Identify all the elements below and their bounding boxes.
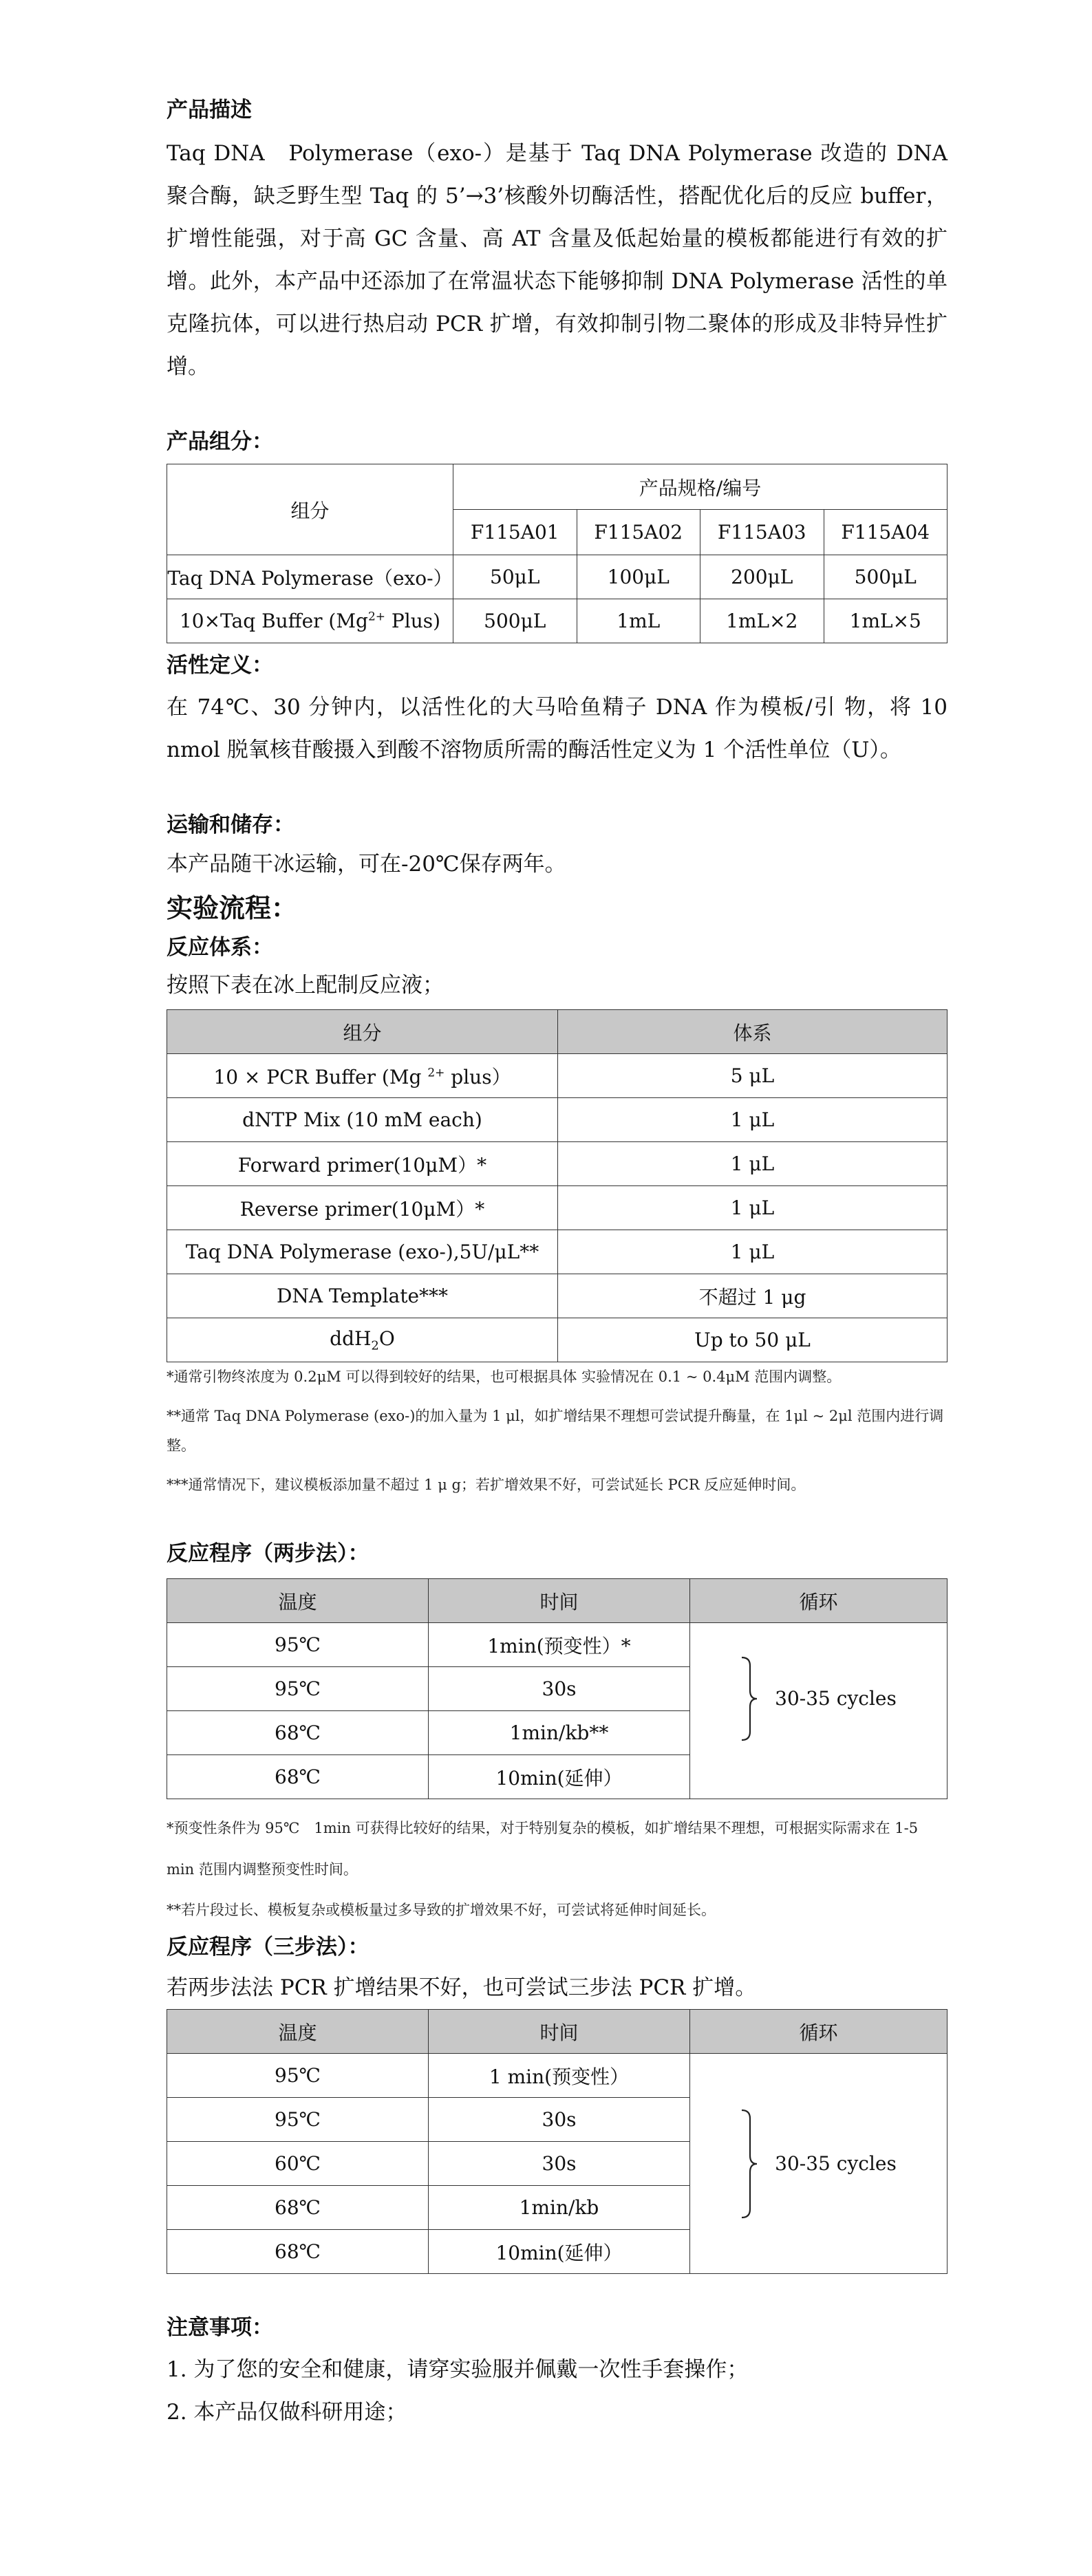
code-cell: F115A01: [453, 510, 577, 555]
storage-paragraph: 本产品随干冰运输，可在-20℃保存两年。: [167, 852, 566, 877]
note-template: ***通常情况下，建议模板添加量不超过 1 μ g；若扩增效果不好，可尝试延长 PCR 反应延伸时间。: [167, 1477, 806, 1493]
brace-icon: [740, 2109, 758, 2219]
protocol-heading: 实验流程：: [167, 892, 298, 923]
document-content: [167, 96, 948, 2434]
code-cell: F115A04: [824, 510, 948, 555]
superscript: 2+: [427, 1066, 445, 1080]
note-extension: **若片段过长、模板复杂或模板量过多导致的扩增效果不好，可尝试将延伸时间延长。: [167, 1902, 716, 1918]
system-component: dNTP Mix (10 mM each): [167, 1098, 558, 1142]
temp-cell: 95℃: [167, 1623, 429, 1667]
three-step-table: [167, 2009, 948, 2274]
component-name: Taq DNA Polymerase（exo-）: [167, 555, 453, 599]
time-cell: 10min(延伸）: [429, 2230, 690, 2274]
cycle-count: 30-35 cycles: [775, 2152, 897, 2175]
code-cell: F115A02: [577, 510, 700, 555]
note-enzyme: **通常 Taq DNA Polymerase (exo-)的加入量为 1 μl，如扩增结果不理想可尝试提升酶量，在 1μl ~ 2μl 范围内进行调整。: [167, 1408, 944, 1454]
system-component: DNA Template***: [167, 1274, 558, 1318]
temp-cell: 60℃: [167, 2142, 429, 2186]
temp-cell: 68℃: [167, 1711, 429, 1755]
cycle-cell: [690, 2054, 948, 2274]
temp-cell: 95℃: [167, 1667, 429, 1711]
precautions-list: [167, 2348, 948, 2434]
component-value: 1mL×5: [824, 599, 948, 643]
reaction-system-heading: 反应体系：: [167, 935, 273, 960]
note-primer: *通常引物终浓度为 0.2μM 可以得到较好的结果，也可根据具体 实验情况在 0.1 ~ 0.4μM 范围内调整。: [167, 1368, 842, 1385]
system-volume: 1 μL: [558, 1186, 948, 1230]
time-cell: 1min/kb: [429, 2186, 690, 2230]
cycle-brace-group: [690, 2109, 947, 2219]
cycle-brace-group: [690, 1656, 947, 1741]
three-step-heading: 反应程序（三步法）：: [167, 1935, 370, 1960]
time-cell: 10min(延伸）: [429, 1755, 690, 1799]
storage-heading: 运输和储存：: [167, 813, 295, 837]
two-step-notes: [167, 1807, 948, 1925]
activity-heading: 活性定义：: [167, 653, 273, 678]
three-step-intro: 若两步法法 PCR 扩增结果不好，也可尝试三步法 PCR 扩增。: [167, 1975, 757, 2000]
name-text: Plus): [385, 610, 441, 632]
time-cell: 1min(预变性）*: [429, 1623, 690, 1667]
system-component: Taq DNA Polymerase (exo-),5U/μL**: [167, 1230, 558, 1274]
brace-icon: [740, 1656, 758, 1741]
three-step-col-temp: 温度: [167, 2010, 429, 2054]
two-step-heading: 反应程序（两步法）：: [167, 1541, 370, 1566]
temp-cell: 95℃: [167, 2054, 429, 2098]
activity-paragraph: 在 74℃、30 分钟内，以活性化的大马哈鱼精子 DNA 作为模板/引 物，将 10 nmol 脱氧核苷酸摄入到酸不溶物质所需的酶活性定义为 1 个活性单位（U）。: [167, 695, 948, 762]
components-col-spec: 产品规格/编号: [453, 464, 948, 510]
two-step-col-temp: 温度: [167, 1579, 429, 1623]
note-predenature: *预变性条件为 95℃ 1min 可获得比较好的结果，对于特别复杂的模板，如扩增结果不理想，可根据实际需求在 1-5 min 范围内调整预变性时间。: [167, 1820, 919, 1878]
time-cell: 30s: [429, 2142, 690, 2186]
component-value: 1mL×2: [700, 599, 824, 643]
system-volume: 5 μL: [558, 1054, 948, 1098]
components-col-group: 组分: [167, 464, 453, 555]
three-step-col-cycle: 循环: [690, 2010, 948, 2054]
system-col-component: 组分: [167, 1010, 558, 1054]
subscript: 2: [371, 1338, 379, 1353]
precautions-heading: 注意事项：: [167, 2315, 273, 2340]
system-component: [167, 1318, 558, 1362]
code-cell: F115A03: [700, 510, 824, 555]
three-step-col-time: 时间: [429, 2010, 690, 2054]
system-volume: 1 μL: [558, 1098, 948, 1142]
precaution-item: 1. 为了您的安全和健康，请穿实验服并佩戴一次性手套操作；: [167, 2357, 749, 2382]
component-value: 500μL: [453, 599, 577, 643]
name-text: 10×Taq Buffer (Mg: [179, 610, 368, 632]
system-component: [167, 1054, 558, 1098]
description-heading: 产品描述: [167, 98, 252, 122]
time-cell: 30s: [429, 1667, 690, 1711]
system-volume: 不超过 1 μg: [558, 1274, 948, 1318]
temp-cell: 95℃: [167, 2098, 429, 2142]
system-volume: Up to 50 μL: [558, 1318, 948, 1362]
system-volume: 1 μL: [558, 1230, 948, 1274]
system-volume: 1 μL: [558, 1142, 948, 1186]
component-value: 500μL: [824, 555, 948, 599]
temp-cell: 68℃: [167, 1755, 429, 1799]
temp-cell: 68℃: [167, 2186, 429, 2230]
description-paragraph: Taq DNA Polymerase（exo-）是基于 Taq DNA Polymerase 改造的 DNA 聚合酶，缺乏野生型 Taq 的 5’→3’核酸外切酶活性，搭配优化后的反应 buffer，扩增性能强，对于高 GC 含量、高 AT 含量及低起始量的模板都能进行有效的扩增。此外，本产品中还添加了在常温状态下能够抑制 DNA Polymerase 活性的单克隆抗体，可以进行热启动 PCR 扩增，有效抑制引物二聚体的形成及非特异性扩增。: [167, 141, 948, 379]
precaution-item: 2. 本产品仅做科研用途；: [167, 2400, 407, 2425]
components-table: [167, 464, 948, 643]
component-text: O: [378, 1327, 395, 1350]
time-cell: 30s: [429, 2098, 690, 2142]
two-step-table: [167, 1578, 948, 1799]
reaction-system-table: [167, 1009, 948, 1362]
cycle-cell: [690, 1623, 948, 1799]
time-cell: 1 min(预变性）: [429, 2054, 690, 2098]
component-text: 10 × PCR Buffer (Mg: [213, 1065, 428, 1088]
two-step-col-cycle: 循环: [690, 1579, 948, 1623]
components-heading: 产品组分：: [167, 429, 273, 454]
component-value: 1mL: [577, 599, 700, 643]
system-col-volume: 体系: [558, 1010, 948, 1054]
reaction-system-notes: [167, 1362, 948, 1500]
component-value: 100μL: [577, 555, 700, 599]
temp-cell: 68℃: [167, 2230, 429, 2274]
two-step-col-time: 时间: [429, 1579, 690, 1623]
time-cell: 1min/kb**: [429, 1711, 690, 1755]
reaction-system-intro: 按照下表在冰上配制反应液；: [167, 973, 444, 998]
component-text: ddH: [330, 1327, 372, 1350]
component-value: 200μL: [700, 555, 824, 599]
component-text: plus）: [445, 1065, 511, 1088]
system-component: Forward primer(10μM）*: [167, 1142, 558, 1186]
cycle-count: 30-35 cycles: [775, 1687, 897, 1710]
component-value: 50μL: [453, 555, 577, 599]
component-name: [167, 599, 453, 643]
superscript: 2+: [367, 610, 385, 624]
system-component: Reverse primer(10μM）*: [167, 1186, 558, 1230]
